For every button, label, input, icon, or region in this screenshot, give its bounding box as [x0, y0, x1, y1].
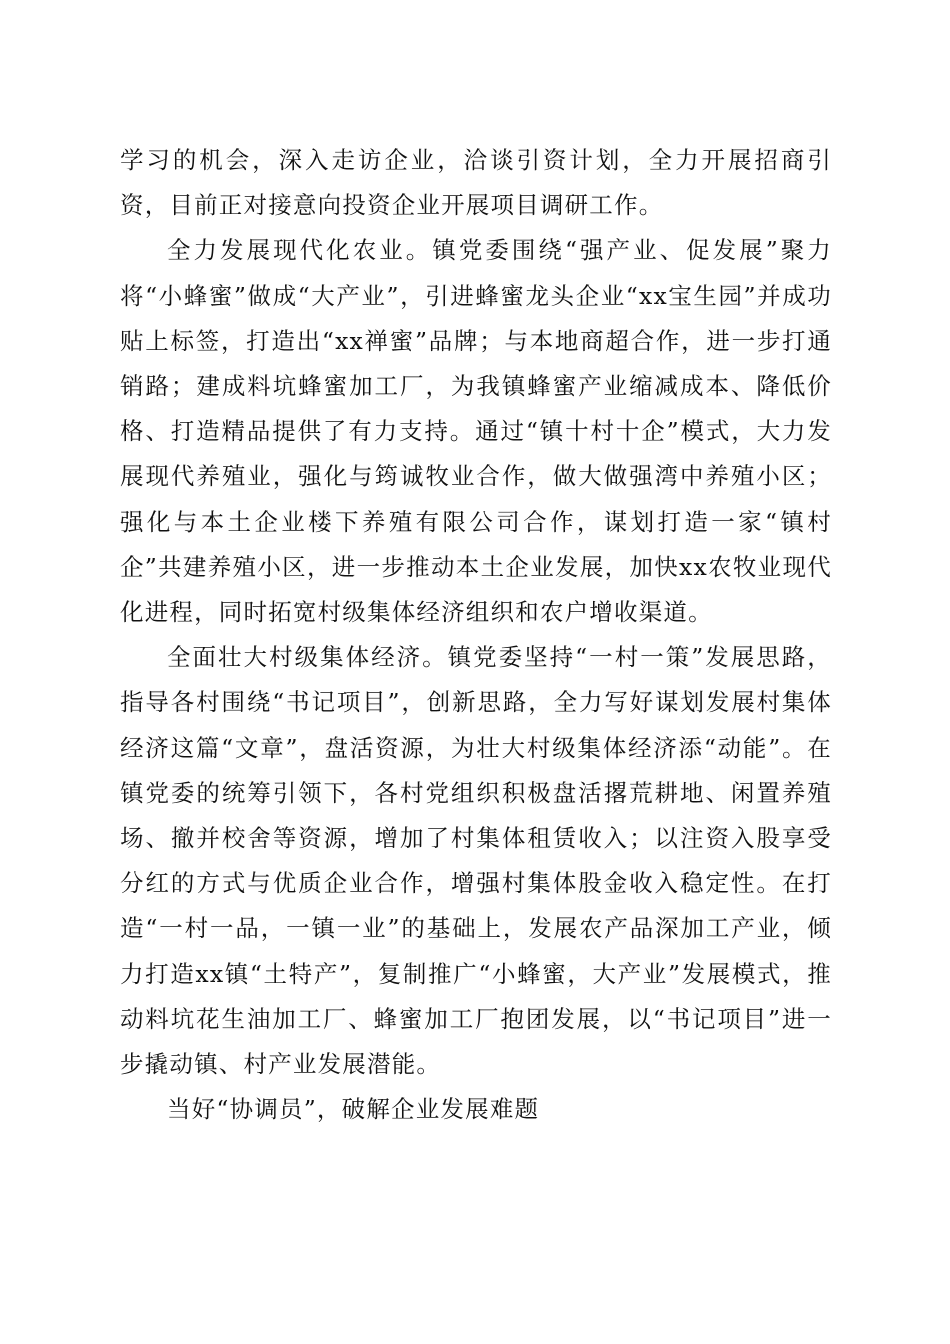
section-heading-coordinator: 当好“协调员”，破解企业发展难题: [167, 1095, 540, 1124]
paragraph-village-collective-economy: 全面壮大村级集体经济。镇党委坚持“一村一策”发展思路，指导各村围绕“书记项目”，创新思路，全力写好谋划发展村集体经济这篇“文章”，盘活资源，为壮大村级集体经济添“动能”。在镇党委的统筹引领下，各村党组织积极盘活撂荒耕地、闲置养殖场、撤并校舍等资源，增加了村集体租赁收入；以注资入股享受分红的方式与优质企业合作，增强村集体股金收入稳定性。在打造“一村一品，一镇一业”的基础上，发展农产品深加工产业，倾力打造xx镇“土特产”，复制推广“小蜂蜜，大产业”发展模式，推动料坑花生油加工厂、蜂蜜加工厂抱团发展，以“书记项目”进一步撬动镇、村产业发展潜能。: [120, 643, 832, 1079]
paragraph-investment-continuation: 学习的机会，深入走访企业，洽谈引资计划，全力开展招商引资，目前正对接意向投资企业开展项目调研工作。: [120, 146, 832, 220]
document-body: [120, 138, 832, 1132]
paragraph-modern-agriculture: 全力发展现代化农业。镇党委围绕“强产业、促发展”聚力将“小蜂蜜”做成“大产业”，引进蜂蜜龙头企业“xx宝生园”并成功贴上标签，打造出“xx禅蜜”品牌；与本地商超合作，进一步打通销路；建成料坑蜂蜜加工厂，为我镇蜂蜜产业缩减成本、降低价格、打造精品提供了有力支持。通过“镇十村十企”模式，大力发展现代养殖业，强化与筠诚牧业合作，做大做强湾中养殖小区；强化与本土企业楼下养殖有限公司合作，谋划打造一家“镇村企”共建养殖小区，进一步推动本土企业发展，加快xx农牧业现代化进程，同时拓宽村级集体经济组织和农户增收渠道。: [120, 236, 832, 627]
